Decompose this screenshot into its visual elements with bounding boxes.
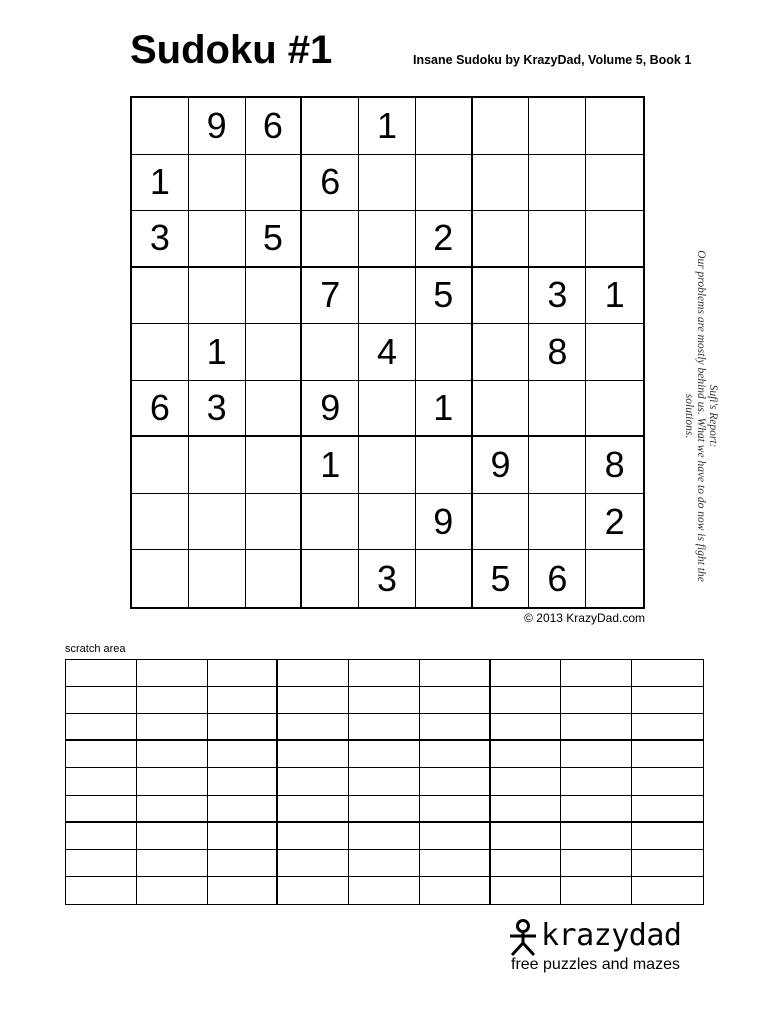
scratch-cell <box>491 768 562 795</box>
scratch-cell <box>491 714 562 741</box>
scratch-cell <box>420 687 491 714</box>
scratch-cell <box>349 660 420 687</box>
scratch-cell <box>420 877 491 904</box>
scratch-cell <box>278 687 349 714</box>
sudoku-cell <box>132 268 189 325</box>
sudoku-cell <box>302 550 359 607</box>
scratch-cell <box>349 796 420 823</box>
sudoku-cell <box>529 437 586 494</box>
sudoku-cell <box>529 98 586 155</box>
sudoku-cell: 5 <box>246 211 303 268</box>
scratch-cell <box>208 741 279 768</box>
sudoku-cell <box>189 155 246 212</box>
sudoku-cell: 5 <box>416 268 473 325</box>
sudoku-cell <box>529 381 586 438</box>
sudoku-cell <box>246 268 303 325</box>
scratch-cell <box>208 714 279 741</box>
sudoku-cell <box>586 211 643 268</box>
scratch-cell <box>491 877 562 904</box>
scratch-cell <box>491 850 562 877</box>
sudoku-cell <box>473 98 530 155</box>
sudoku-cell: 1 <box>302 437 359 494</box>
copyright-text: © 2013 KrazyDad.com <box>524 611 645 625</box>
puzzle-subtitle: Insane Sudoku by KrazyDad, Volume 5, Book 1 <box>413 53 692 67</box>
sudoku-cell <box>132 437 189 494</box>
sudoku-cell <box>246 381 303 438</box>
sudoku-cell <box>473 211 530 268</box>
scratch-cell <box>632 796 703 823</box>
scratch-cell <box>349 768 420 795</box>
sudoku-cell <box>189 494 246 551</box>
scratch-cell <box>278 850 349 877</box>
scratch-cell <box>278 796 349 823</box>
scratch-area-label: scratch area <box>65 643 126 655</box>
krazydad-figure-icon <box>508 919 538 957</box>
sudoku-cell: 6 <box>246 98 303 155</box>
sudoku-cell <box>302 211 359 268</box>
sudoku-cell <box>189 437 246 494</box>
scratch-cell <box>561 850 632 877</box>
sudoku-cell <box>529 211 586 268</box>
scratch-cell <box>66 823 137 850</box>
sudoku-cell: 8 <box>586 437 643 494</box>
sudoku-cell <box>416 98 473 155</box>
logo-wordmark: krazydad <box>541 918 682 953</box>
scratch-cell <box>278 741 349 768</box>
scratch-cell <box>491 741 562 768</box>
scratch-cell <box>561 877 632 904</box>
scratch-cell <box>208 823 279 850</box>
scratch-cell <box>420 823 491 850</box>
scratch-cell <box>66 877 137 904</box>
scratch-cell <box>420 714 491 741</box>
scratch-cell <box>420 796 491 823</box>
logo-tagline: free puzzles and mazes <box>511 956 680 973</box>
sudoku-cell <box>189 550 246 607</box>
scratch-cell <box>208 877 279 904</box>
sudoku-cell <box>586 381 643 438</box>
scratch-cell <box>66 850 137 877</box>
scratch-cell <box>420 850 491 877</box>
scratch-cell <box>632 850 703 877</box>
scratch-cell <box>349 714 420 741</box>
scratch-cell <box>632 687 703 714</box>
sudoku-cell: 1 <box>586 268 643 325</box>
quote-text: Our problems are mostly behind us. What we have to do now is fight the solutions. <box>683 250 707 582</box>
scratch-cell <box>561 796 632 823</box>
scratch-cell <box>137 877 208 904</box>
scratch-cell <box>137 850 208 877</box>
scratch-cell <box>66 796 137 823</box>
scratch-cell <box>561 714 632 741</box>
sudoku-cell: 9 <box>416 494 473 551</box>
scratch-cell <box>561 768 632 795</box>
sudoku-cell <box>246 494 303 551</box>
scratch-cell <box>137 823 208 850</box>
sudoku-cell: 3 <box>529 268 586 325</box>
sudoku-cell <box>416 324 473 381</box>
scratch-cell <box>208 850 279 877</box>
sudoku-cell: 8 <box>529 324 586 381</box>
sudoku-cell <box>529 155 586 212</box>
scratch-cell <box>561 660 632 687</box>
scratch-cell <box>278 823 349 850</box>
scratch-cell <box>66 741 137 768</box>
scratch-cell <box>561 687 632 714</box>
scratch-cell <box>208 796 279 823</box>
sudoku-cell: 6 <box>529 550 586 607</box>
scratch-cell <box>632 823 703 850</box>
sudoku-cell <box>416 437 473 494</box>
scratch-cell <box>349 850 420 877</box>
scratch-cell <box>137 714 208 741</box>
scratch-cell <box>491 823 562 850</box>
scratch-cell <box>208 660 279 687</box>
sudoku-cell: 2 <box>586 494 643 551</box>
scratch-cell <box>349 741 420 768</box>
sudoku-cell <box>189 211 246 268</box>
scratch-cell <box>349 877 420 904</box>
scratch-cell <box>278 660 349 687</box>
sudoku-cell <box>302 98 359 155</box>
sudoku-cell <box>473 268 530 325</box>
sudoku-cell: 1 <box>359 98 416 155</box>
scratch-cell <box>349 687 420 714</box>
scratch-cell <box>278 714 349 741</box>
sudoku-cell: 9 <box>189 98 246 155</box>
sudoku-cell <box>132 550 189 607</box>
scratch-cell <box>561 741 632 768</box>
sudoku-cell <box>586 155 643 212</box>
sudoku-cell <box>246 324 303 381</box>
quote-title: Sufi's Report: <box>707 384 719 448</box>
sudoku-cell: 6 <box>132 381 189 438</box>
scratch-cell <box>66 768 137 795</box>
sudoku-cell: 6 <box>302 155 359 212</box>
sudoku-cell: 7 <box>302 268 359 325</box>
scratch-cell <box>349 823 420 850</box>
scratch-cell <box>278 877 349 904</box>
scratch-cell <box>66 714 137 741</box>
scratch-cell <box>491 796 562 823</box>
scratch-cell <box>137 660 208 687</box>
sudoku-cell: 4 <box>359 324 416 381</box>
scratch-area-grid <box>65 659 704 905</box>
sudoku-cell: 1 <box>132 155 189 212</box>
sudoku-cell <box>416 155 473 212</box>
scratch-cell <box>632 768 703 795</box>
scratch-cell <box>208 687 279 714</box>
scratch-cell <box>561 823 632 850</box>
scratch-cell <box>632 741 703 768</box>
scratch-cell <box>632 660 703 687</box>
sudoku-cell <box>132 494 189 551</box>
sudoku-cell <box>359 494 416 551</box>
scratch-cell <box>137 741 208 768</box>
sudoku-cell: 1 <box>189 324 246 381</box>
sudoku-cell: 3 <box>359 550 416 607</box>
scratch-cell <box>491 660 562 687</box>
sudoku-cell <box>246 550 303 607</box>
scratch-cell <box>420 768 491 795</box>
sudoku-cell: 3 <box>132 211 189 268</box>
sudoku-cell <box>359 155 416 212</box>
sudoku-cell <box>189 268 246 325</box>
scratch-cell <box>66 687 137 714</box>
sudoku-cell <box>132 98 189 155</box>
scratch-cell <box>137 768 208 795</box>
scratch-cell <box>632 714 703 741</box>
sudoku-cell <box>246 155 303 212</box>
sudoku-cell <box>473 381 530 438</box>
sudoku-cell <box>359 381 416 438</box>
sudoku-cell: 1 <box>416 381 473 438</box>
sudoku-cell <box>246 437 303 494</box>
sudoku-cell <box>529 494 586 551</box>
sudoku-cell <box>473 155 530 212</box>
sudoku-cell: 5 <box>473 550 530 607</box>
sudoku-cell <box>473 324 530 381</box>
sudoku-cell <box>359 211 416 268</box>
sudoku-cell: 2 <box>416 211 473 268</box>
sudoku-cell <box>586 98 643 155</box>
sudoku-grid <box>130 96 645 609</box>
scratch-cell <box>420 660 491 687</box>
sudoku-cell <box>416 550 473 607</box>
scratch-cell <box>632 877 703 904</box>
sudoku-cell <box>473 494 530 551</box>
scratch-cell <box>137 796 208 823</box>
scratch-cell <box>208 768 279 795</box>
scratch-cell <box>278 768 349 795</box>
sudoku-cell <box>132 324 189 381</box>
sudoku-cell <box>586 550 643 607</box>
sudoku-cell: 9 <box>302 381 359 438</box>
scratch-cell <box>420 741 491 768</box>
sudoku-cell: 3 <box>189 381 246 438</box>
scratch-cell <box>137 687 208 714</box>
krazydad-logo <box>508 916 708 976</box>
sudoku-cell <box>586 324 643 381</box>
sudoku-cell: 9 <box>473 437 530 494</box>
page-title: Sudoku #1 <box>130 28 333 72</box>
scratch-cell <box>66 660 137 687</box>
sudoku-cell <box>302 494 359 551</box>
quote-block <box>683 246 719 586</box>
sudoku-cell <box>359 437 416 494</box>
sudoku-cell <box>302 324 359 381</box>
scratch-cell <box>491 687 562 714</box>
sudoku-cell <box>359 268 416 325</box>
